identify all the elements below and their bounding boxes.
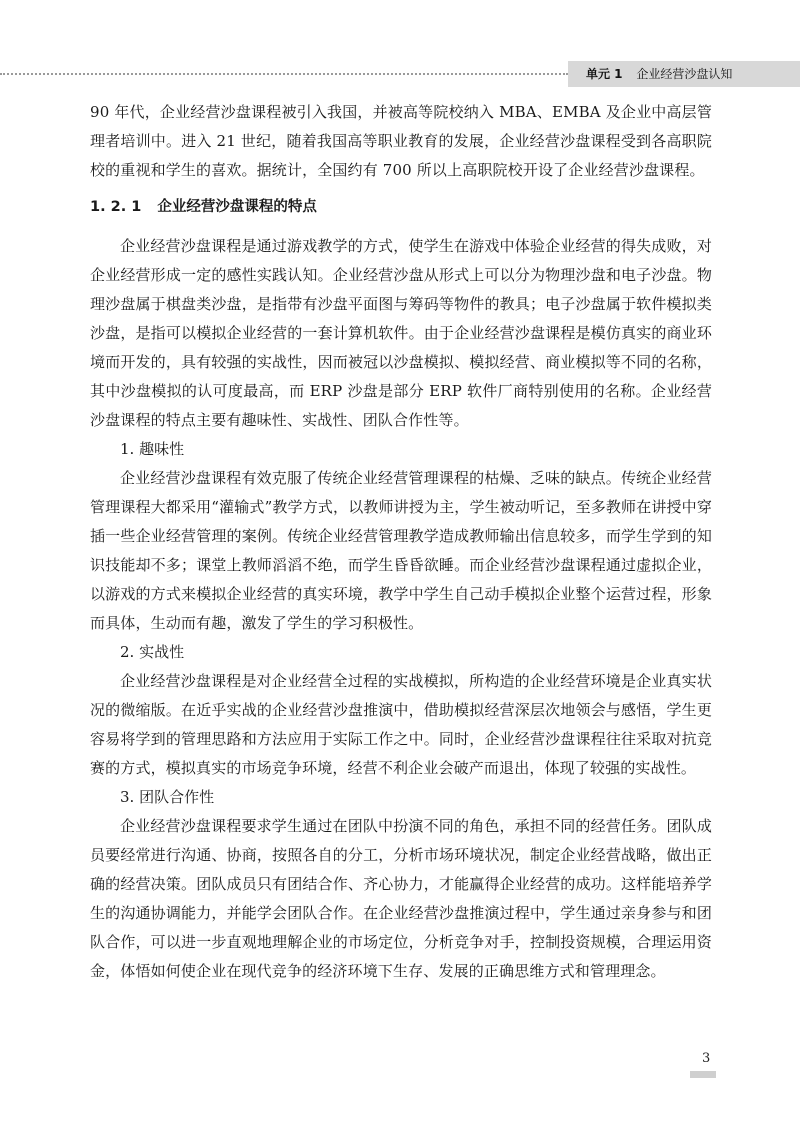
feature-body-interest: 企业经营沙盘课程有效克服了传统企业经营管理课程的枯燥、乏味的缺点。传统企业经营管理课程大都采用“灌输式”教学方式，以教师讲授为主，学生被动听记，至多教师在讲授中穿插一些企业经营管理的案例。传统企业经营管理教学造成教师输出信息较多，而学生学到的知识技能却不多；课堂上教师滔滔不绝，而学生昏昏欲睡。而企业经营沙盘课程通过虚拟企业，以游戏的方式来模拟企业经营的真实环境，教学中学生自己动手模拟企业整个运营过程，形象而具体，生动而有趣，激发了学生的学习积极性。 [90,469,712,632]
intro-paragraph: 90 年代，企业经营沙盘课程被引入我国，并被高等院校纳入 MBA、EMBA 及企业中高层管理者培训中。进入 21 世纪，随着我国高等职业教育的发展，企业经营沙盘课程受到各高职院校的重视和学生的喜欢。据统计，全国约有 700 所以上高职院校开设了企业经营沙盘课程。 [90,103,712,179]
feature-heading-interest: 1. 趣味性 [120,440,185,458]
page-number: 3 [702,1051,711,1066]
header-unit-label: 单元 1 [586,67,623,81]
page-body [90,98,712,986]
section-number: 1. 2. 1 [90,199,142,215]
feature-body-teamwork: 企业经营沙盘课程要求学生通过在团队中扮演不同的角色，承担不同的经营任务。团队成员要经常进行沟通、协商，按照各自的分工，分析市场环境状况，制定企业经营战略，做出正确的经营决策。团队成员只有团结合作、齐心协力，才能赢得企业经营的成功。这样能培养学生的沟通协调能力，并能学会团队合作。在企业经营沙盘推演过程中，学生通过亲身参与和团队合作，可以进一步直观地理解企业的市场定位，分析竞争对手，控制投资规模，合理运用资金，体悟如何使企业在现代竞争的经济环境下生存、发展的正确思维方式和管理理念。 [90,817,712,980]
header-chapter-title: 企业经营沙盘认知 [636,67,733,81]
header-dotted-rule [0,73,568,75]
running-header [568,61,800,87]
section-title: 企业经营沙盘课程的特点 [157,199,317,215]
feature-heading-practical: 2. 实战性 [120,643,185,661]
feature-heading-teamwork: 3. 团队合作性 [120,788,215,806]
section-heading [90,193,712,221]
page-number-bar [690,1071,716,1078]
feature-body-practical: 企业经营沙盘课程是对企业经营全过程的实战模拟，所构造的企业经营环境是企业真实状况的微缩版。在近乎实战的企业经营沙盘推演中，借助模拟经营深层次地领会与感悟，学生更容易将学到的管理思路和方法应用于实际工作之中。同时，企业经营沙盘课程往往采取对抗竞赛的方式，模拟真实的市场竞争环境，经营不利企业会破产而退出，体现了较强的实战性。 [90,672,712,777]
section-intro-paragraph: 企业经营沙盘课程是通过游戏教学的方式，使学生在游戏中体验企业经营的得失成败，对企业经营形成一定的感性实践认知。企业经营沙盘从形式上可以分为物理沙盘和电子沙盘。物理沙盘属于棋盘类沙盘，是指带有沙盘平面图与筹码等物件的教具；电子沙盘属于软件模拟类沙盘，是指可以模拟企业经营的一套计算机软件。由于企业经营沙盘课程是模仿真实的商业环境而开发的，具有较强的实战性，因而被冠以沙盘模拟、模拟经营、商业模拟等不同的名称，其中沙盘模拟的认可度最高，而 ERP 沙盘是部分 ERP 软件厂商特别使用的名称。企业经营沙盘课程的特点主要有趣味性、实战性、团队合作性等。 [90,237,712,429]
